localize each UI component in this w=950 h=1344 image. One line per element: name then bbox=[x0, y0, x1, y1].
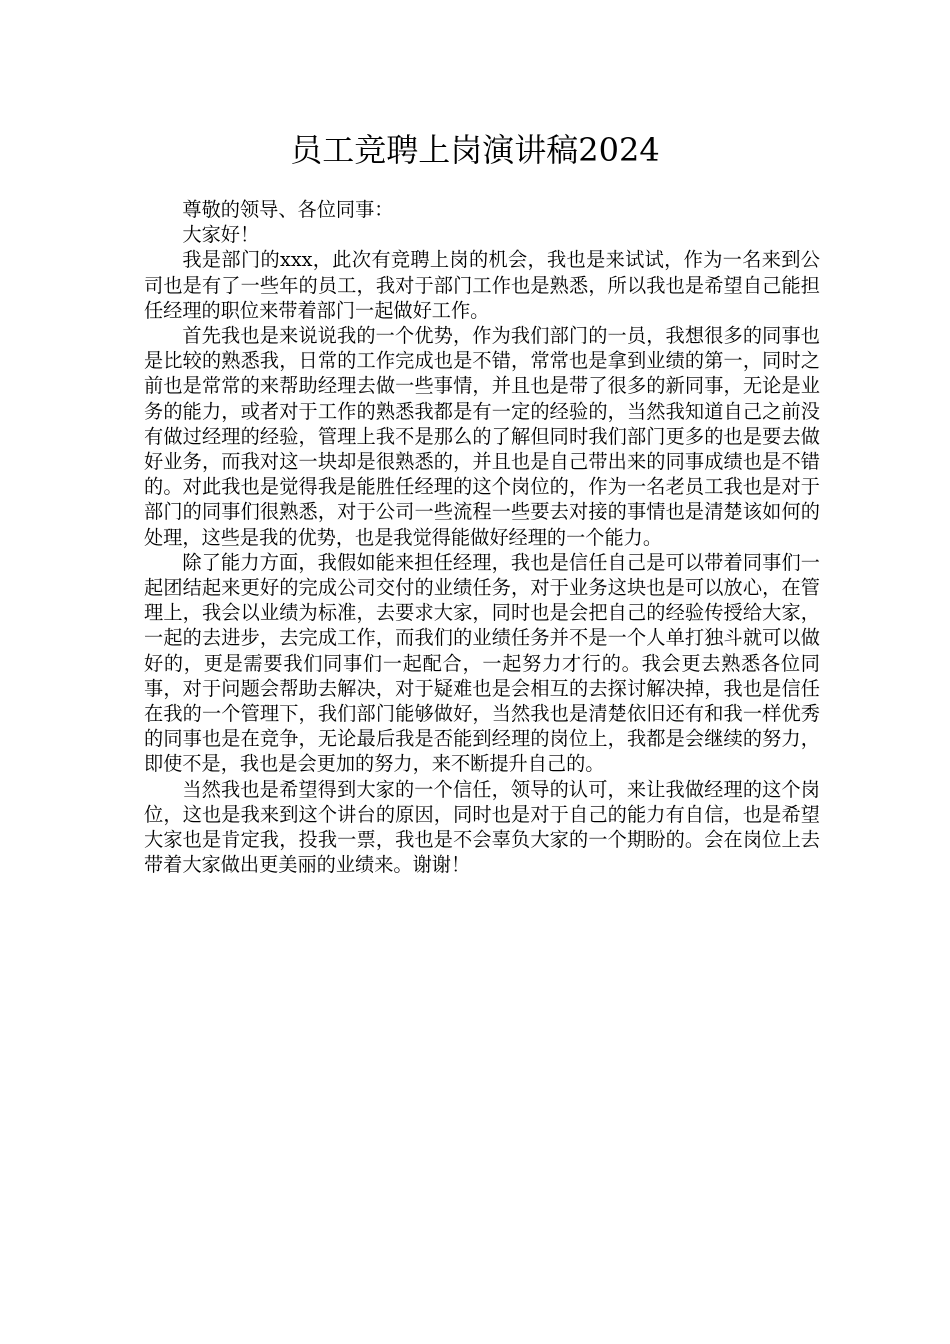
greeting: 大家好！ bbox=[182, 223, 260, 247]
paragraph-advantages: 首先我也是来说说我的一个优势，作为我们部门的一员，我想很多的同事也是比较的熟悉我，日常的工作完成也是不错，常常也是拿到业绩的第一，同时之前也是常常的来帮助经理去做一些事情，并且也是带了很多的新同事，无论是业务的能力，或者对于工作的熟悉我都是有一定的经验的，当然我知道自己之前没有做过经理的经验，管理上我不是那么的了解但同时我们部门更多的也是要去做好业务，而我对这一块却是很熟悉的，并且也是自己带出来的同事成绩也是不错的。对此我也是觉得我是能胜任经理的这个岗位的，作为一名老员工我也是对于部门的同事们很熟悉，对于公司一些流程一些要去对接的事情也是清楚该如何的处理，这些是我的优势，也是我觉得能做好经理的一个能力。 bbox=[144, 324, 820, 549]
document-title: 员工竞聘上岗演讲稿2024 bbox=[290, 131, 660, 169]
paragraph-management-plan: 除了能力方面，我假如能来担任经理，我也是信任自己是可以带着同事们一起团结起来更好的完成公司交付的业绩任务，对于业务这块也是可以放心，在管理上，我会以业绩为标准，去要求大家，同时也是会把自己的经验传授给大家，一起的去进步，去完成工作，而我们的业绩任务并不是一个人单打独斗就可以做好的，更是需要我们同事们一起配合，一起努力才行的。我会更去熟悉各位同事，对于问题会帮助去解决，对于疑难也是会相互的去探讨解决掉，我也是信任在我的一个管理下，我们部门能够做好，当然我也是清楚依旧还有和我一样优秀的同事也是在竞争，无论最后我是否能到经理的岗位上，我都是会继续的努力，即使不是，我也是会更加的努力，来不断提升自己的。 bbox=[144, 550, 820, 776]
salutation: 尊敬的领导、各位同事： bbox=[182, 198, 394, 221]
paragraph-introduction: 我是部门的xxx，此次有竞聘上岗的机会，我也是来试试，作为一名来到公司也是有了一些年的员工，我对于部门工作也是熟悉，所以我也是希望自己能担任经理的职位来带着部门一起做好工作。 bbox=[144, 248, 820, 322]
document-body bbox=[144, 197, 820, 877]
paragraph-closing: 当然我也是希望得到大家的一个信任，领导的认可，来让我做经理的这个岗位，这也是我来到这个讲台的原因，同时也是对于自己的能力有自信，也是希望大家也是肯定我，投我一票，我也是不会辜负大家的一个期盼的。会在岗位上去带着大家做出更美丽的业绩来。谢谢！ bbox=[144, 777, 820, 877]
